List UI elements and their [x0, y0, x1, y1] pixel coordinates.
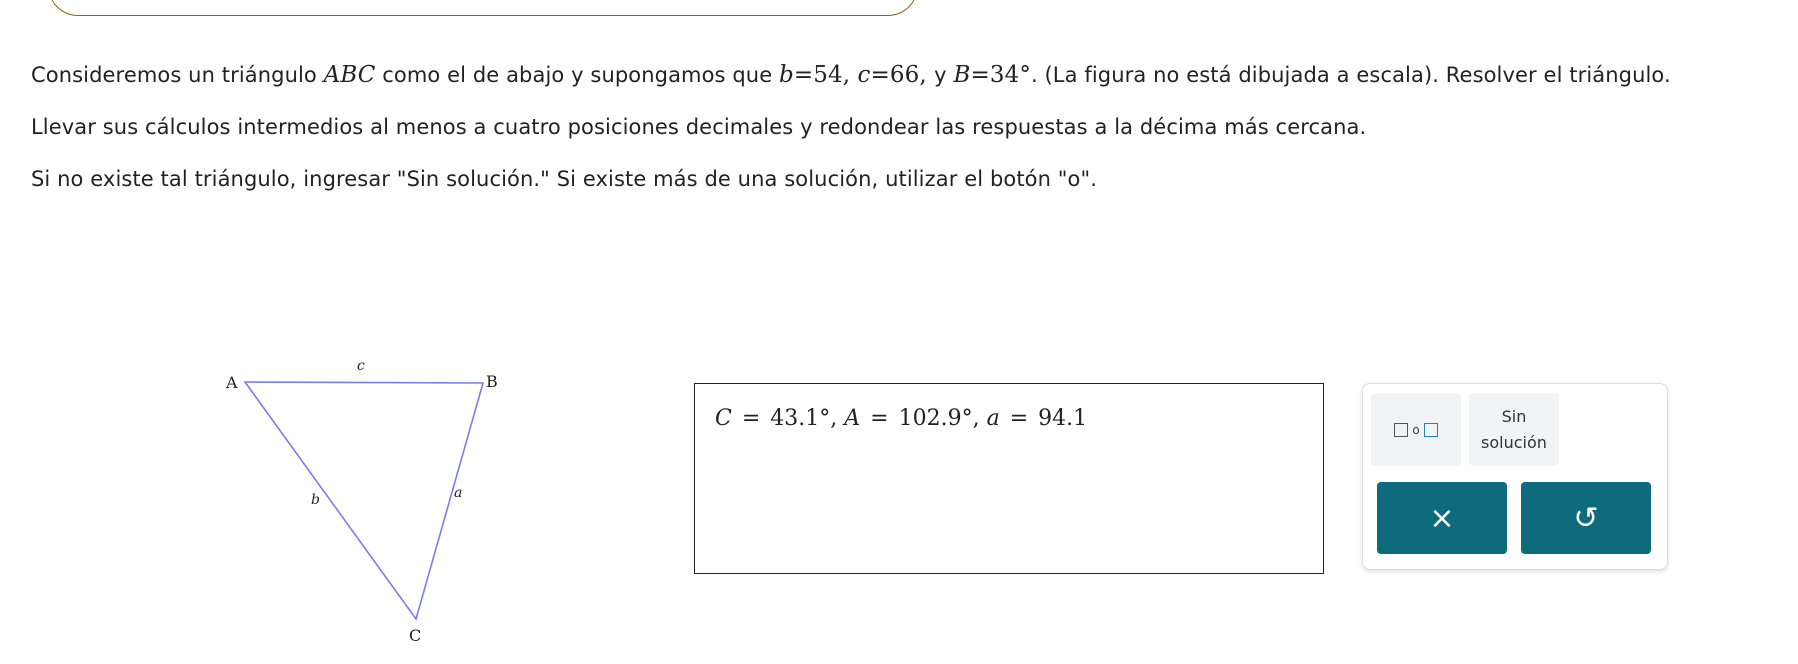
box-icon	[1424, 423, 1438, 437]
side-b-label: b	[311, 492, 320, 508]
answer-a-value: 94.1	[1038, 406, 1088, 431]
text: como el de abajo y supongamos que	[375, 63, 780, 87]
no-solution-label-2: solución	[1481, 432, 1547, 452]
close-icon: ×	[1429, 500, 1455, 536]
answer-C-value: 43.1	[770, 406, 820, 431]
previous-panel-edge	[48, 0, 918, 16]
clear-button[interactable]	[1377, 482, 1507, 554]
given-B: B=34°	[953, 62, 1031, 88]
or-button[interactable]	[1371, 393, 1461, 466]
problem-paragraph-1	[31, 58, 1766, 93]
answer-A-value: 102.9	[898, 406, 962, 431]
box-icon	[1394, 423, 1408, 437]
undo-icon: ↺	[1573, 500, 1599, 536]
or-symbol: o	[1412, 422, 1420, 437]
vertex-C-label: C	[409, 626, 422, 645]
answer-A-var: A	[844, 406, 861, 431]
text: Consideremos un triángulo	[31, 63, 324, 87]
math-keypad	[1362, 383, 1668, 570]
problem-paragraph-2: Llevar sus cálculos intermedios al menos a cuatro posiciones decimales y redondear las respuestas a la décima más cercana.	[31, 115, 1367, 139]
undo-button[interactable]	[1521, 482, 1651, 554]
degree-symbol: °	[961, 406, 973, 431]
problem-paragraph-3: Si no existe tal triángulo, ingresar "Sin solución." Si existe más de una solución, utilizar el botón "o".	[31, 167, 1098, 191]
triangle-figure	[210, 350, 510, 650]
triangle-svg	[210, 350, 510, 650]
side-a-label: a	[454, 485, 463, 501]
degree-symbol: °	[819, 406, 831, 431]
answer-input[interactable]	[694, 383, 1324, 574]
triangle-name: ABC	[323, 62, 376, 88]
given-c: c=66,	[857, 62, 935, 88]
answer-a-var: a	[986, 406, 1000, 431]
text: . (La figura no está dibujada a escala). Resolver el triángulo.	[1030, 63, 1671, 87]
text: y	[934, 63, 954, 87]
vertex-B-label: B	[486, 372, 498, 391]
answer-text: C = 43.1°, A = 102.9°, a = 94.1	[715, 406, 1088, 431]
given-b: b=54,	[779, 62, 858, 88]
no-solution-label-1: Sin	[1501, 406, 1527, 426]
vertex-A-label: A	[226, 373, 238, 392]
no-solution-button[interactable]	[1469, 393, 1559, 466]
problem-statement	[31, 58, 1766, 214]
answer-C-var: C	[715, 406, 732, 431]
side-c-label: c	[357, 358, 365, 374]
triangle-shape	[245, 382, 483, 619]
